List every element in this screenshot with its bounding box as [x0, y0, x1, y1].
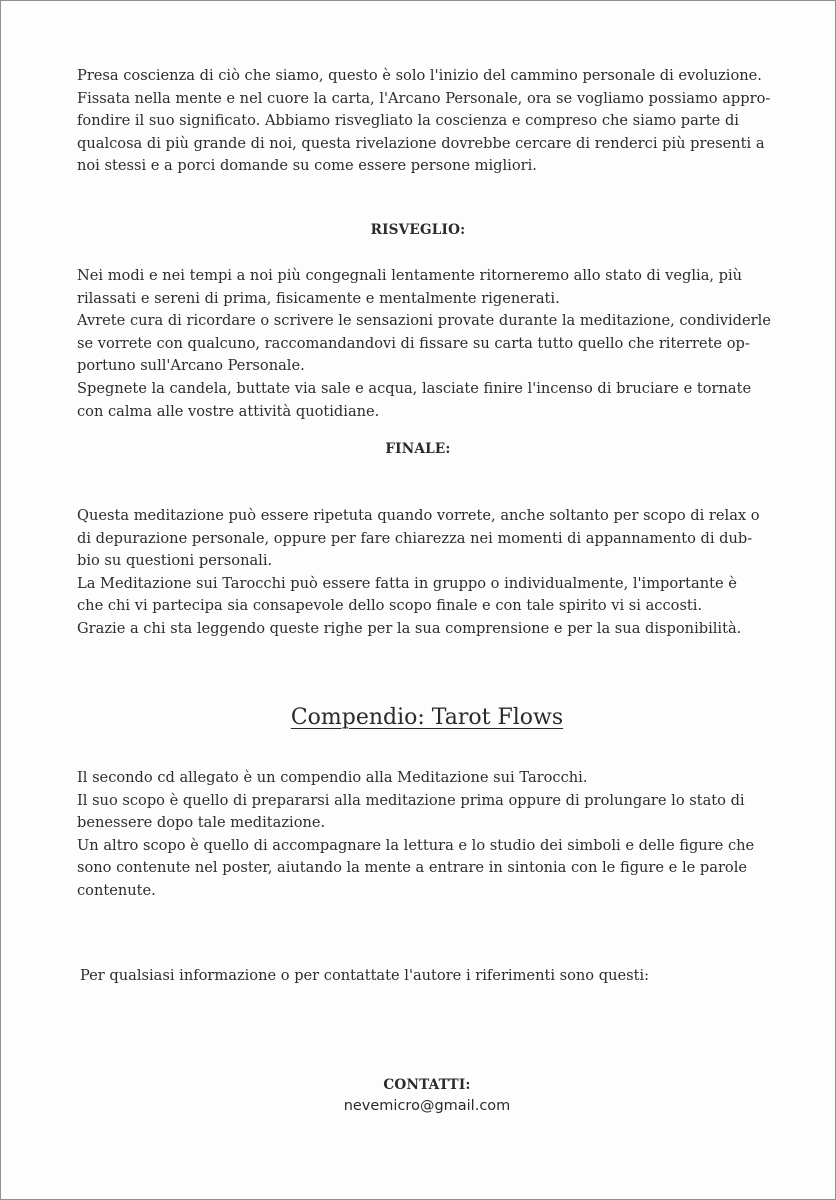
text-line: che chi vi partecipa sia consapevole dello scopo finale e con tale spirito vi si accosti. — [77, 597, 703, 615]
text-line: Presa coscienza di ciò che siamo, questo è solo l'inizio del cammino personale di evoluzione. — [77, 67, 762, 84]
text-line: Grazie a chi sta leggendo queste righe per la sua comprensione e per la sua disponibilità. — [77, 619, 742, 637]
text-line: noi stessi e a porci domande su come essere persone migliori. — [77, 157, 537, 175]
text-line: fondire il suo significato. Abbiamo risvegliato la coscienza e compreso che siamo parte di — [77, 112, 739, 130]
finale-heading: FINALE: — [385, 441, 451, 457]
text-line: sono contenute nel poster, aiutando la mente a entrare in sintonia con le figure e le parole — [77, 859, 748, 877]
text-line: Spegnete la candela, buttate via sale e acqua, lasciate finire l'incenso di bruciare e tornate — [77, 379, 752, 397]
info-paragraph — [80, 965, 770, 988]
contact-email[interactable]: nevemicro@gmail.com — [343, 1098, 511, 1114]
text-line: portuno sull'Arcano Personale. — [77, 357, 305, 375]
intro-paragraph — [77, 65, 771, 178]
compendio-title: Compendio: Tarot Flows — [290, 705, 564, 730]
text-line: Fissata nella mente e nel cuore la carta, l'Arcano Personale, ora se vogliamo possiamo appro- — [77, 89, 771, 107]
text-line: Nei modi e nei tempi a noi più congegnali lentamente ritorneremo allo stato di veglia, più — [77, 267, 743, 284]
text-line: di depurazione personale, oppure per fare chiarezza nei momenti di appannamento di dub- — [77, 529, 753, 547]
finale-paragraph — [77, 505, 767, 641]
text-line: benessere dopo tale meditazione. — [77, 814, 326, 832]
contatti-heading: CONTATTI: — [383, 1077, 471, 1093]
compendio-paragraph — [77, 767, 767, 903]
text-line: qualcosa di più grande di noi, questa rivelazione dovrebbe cercare di renderci più presenti a — [77, 134, 765, 152]
text-line: se vorrete con qualcuno, raccomandandovi di fissare su carta tutto quello che riterrete op- — [77, 334, 750, 352]
text-line: Per qualsiasi informazione o per contattate l'autore i riferimenti sono questi: — [80, 967, 650, 984]
text-line: bio su questioni personali. — [77, 552, 273, 570]
text-line: rilassati e sereni di prima, fisicamente e mentalmente rigenerati. — [77, 289, 560, 307]
text-line: La Meditazione sui Tarocchi può essere fatta in gruppo o individualmente, l'importante è — [77, 574, 737, 592]
risveglio-paragraph — [77, 265, 771, 423]
text-line: Avrete cura di ricordare o scrivere le sensazioni provate durante la meditazione, condividerle — [77, 312, 771, 330]
text-line: Questa meditazione può essere ripetuta quando vorrete, anche soltanto per scopo di relax o — [77, 507, 760, 524]
text-line: con calma alle vostre attività quotidiane. — [77, 402, 380, 420]
risveglio-heading: RISVEGLIO: — [370, 222, 466, 238]
text-line: contenute. — [77, 881, 156, 899]
text-line: Il secondo cd allegato è un compendio alla Meditazione sui Tarocchi. — [77, 769, 588, 786]
text-line: Il suo scopo è quello di prepararsi alla meditazione prima oppure di prolungare lo stato di — [77, 791, 745, 809]
text-line: Un altro scopo è quello di accompagnare la lettura e lo studio dei simboli e delle figure che — [77, 836, 755, 854]
